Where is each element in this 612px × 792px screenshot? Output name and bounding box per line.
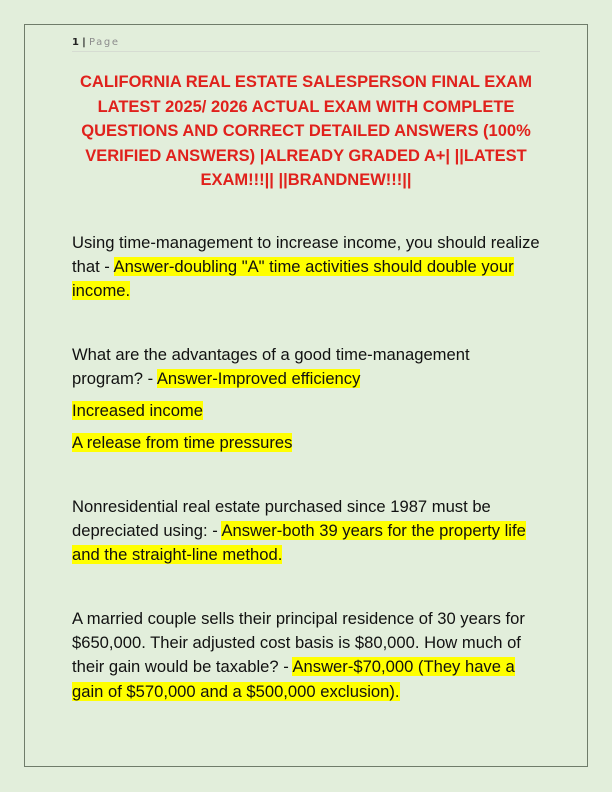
page-header	[72, 36, 540, 52]
answer-highlight: Increased income	[72, 400, 203, 420]
answer-highlight: Answer-Improved efficiency	[156, 369, 361, 389]
page-separator: |	[82, 37, 86, 48]
answer-extra-line	[72, 399, 544, 423]
qa-item-4	[72, 607, 544, 704]
question-text: What are the advantages of a good time-management program? -	[72, 345, 470, 389]
answer-highlight: Answer-$70,000 (They have a gain of $570,000 and a $500,000 exclusion).	[72, 657, 515, 701]
qa-item-3	[72, 495, 544, 568]
answer-highlight: A release from time pressures	[72, 432, 293, 452]
answer-highlight: Answer-both 39 years for the property life and the straight-line method.	[72, 521, 526, 565]
answer-extra-line	[72, 431, 544, 455]
page-label: Page	[89, 37, 120, 48]
question-text: Using time-management to increase income, you should realize that -	[72, 233, 540, 277]
document-title: CALIFORNIA REAL ESTATE SALESPERSON FINAL EXAM LATEST 2025/ 2026 ACTUAL EXAM WITH COMPLETE QUESTIONS AND CORRECT DETAILED ANSWERS (100% VERIFIED ANSWERS) |ALREADY GRADED A+| ||LATEST EXAM!!!|| ||BRANDNEW!!!||	[80, 73, 532, 190]
qa-line	[72, 343, 544, 391]
page-number: 1	[72, 37, 79, 48]
qa-item-1	[72, 231, 544, 304]
answer-highlight: Answer-doubling "A" time activities should double your income.	[72, 257, 514, 301]
qa-item-2	[72, 343, 544, 455]
question-text: A married couple sells their principal residence of 30 years for $650,000. Their adjusted cost basis is $80,000. How much of their gain would be taxable? -	[72, 609, 525, 677]
question-text: Nonresidential real estate purchased since 1987 must be depreciated using: -	[72, 497, 491, 541]
